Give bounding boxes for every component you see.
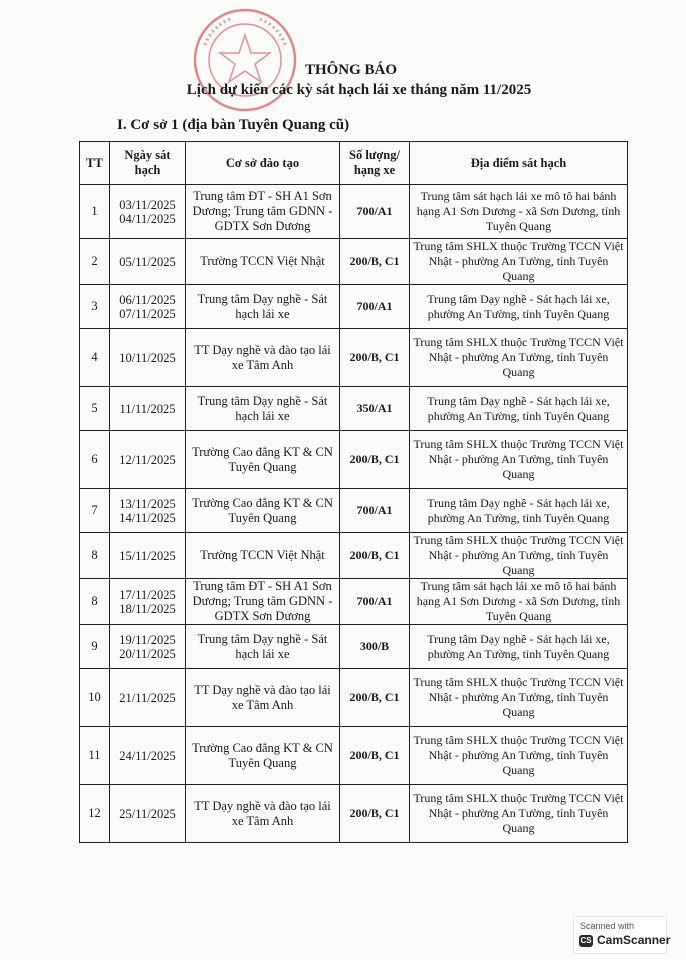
exam-date-cell — [110, 533, 186, 579]
training-school: Trường Cao đẳng KT & CN Tuyên Quang — [186, 489, 340, 533]
training-school: Trường TCCN Việt Nhật — [186, 239, 340, 285]
exam-location: Trung tâm SHLX thuộc Trường TCCN Việt Nhật - phường An Tường, tỉnh Tuyên Quang — [410, 669, 628, 727]
table-row — [80, 285, 628, 329]
column-header-quantity: Số lượng/ hạng xe — [340, 142, 410, 185]
row-number: 9 — [80, 625, 110, 669]
quantity-class: 200/B, C1 — [340, 727, 410, 785]
exam-schedule-table — [79, 141, 628, 843]
scanned-with-label: Scanned with — [580, 921, 635, 931]
table-row — [80, 329, 628, 387]
quantity-class: 200/B, C1 — [340, 431, 410, 489]
training-school: Trung tâm ĐT - SH A1 Sơn Dương; Trung tâm GDNN - GDTX Sơn Dương — [186, 579, 340, 625]
exam-date-cell — [110, 669, 186, 727]
table-row — [80, 239, 628, 285]
exam-date-cell — [110, 785, 186, 843]
exam-date: 10/11/2025 — [119, 350, 176, 365]
exam-date: 03/11/2025 — [119, 197, 176, 212]
exam-location: Trung tâm sát hạch lái xe mô tô hai bánh hạng A1 Sơn Dương - xã Sơn Dương, tỉnh Tuyên Quang — [410, 579, 628, 625]
camscanner-watermark — [573, 916, 671, 954]
exam-date: 21/11/2025 — [119, 690, 176, 705]
row-number: 6 — [80, 431, 110, 489]
row-number: 7 — [80, 489, 110, 533]
exam-date-cell — [110, 285, 186, 329]
exam-date: 19/11/2025 — [119, 632, 176, 647]
exam-location: Trung tâm Dạy nghề - Sát hạch lái xe, phường An Tường, tỉnh Tuyên Quang — [410, 387, 628, 431]
exam-date: 12/11/2025 — [119, 452, 176, 467]
quantity-class: 200/B, C1 — [340, 533, 410, 579]
exam-date-cell — [110, 239, 186, 285]
exam-date-cell — [110, 727, 186, 785]
row-number: 10 — [80, 669, 110, 727]
exam-date: 24/11/2025 — [119, 748, 176, 763]
row-number: 4 — [80, 329, 110, 387]
quantity-class: 200/B, C1 — [340, 669, 410, 727]
exam-date: 05/11/2025 — [119, 254, 176, 269]
table-row — [80, 579, 628, 625]
training-school: Trường Cao đẳng KT & CN Tuyên Quang — [186, 727, 340, 785]
table-row — [80, 625, 628, 669]
exam-date-cell — [110, 329, 186, 387]
exam-date-cell — [110, 489, 186, 533]
exam-date: 04/11/2025 — [119, 211, 176, 226]
document-subtitle: Lịch dự kiến các kỳ sát hạch lái xe tháng năm 11/2025 — [186, 82, 532, 98]
camscanner-logo-icon: CS — [580, 936, 592, 945]
quantity-class: 700/A1 — [340, 185, 410, 239]
row-number: 11 — [80, 727, 110, 785]
training-school: TT Dạy nghề và đào tạo lái xe Tâm Anh — [186, 669, 340, 727]
exam-date-cell — [110, 431, 186, 489]
quantity-class: 700/A1 — [340, 489, 410, 533]
column-header-location: Địa điểm sát hạch — [410, 142, 628, 185]
row-number: 8 — [80, 533, 110, 579]
quantity-class: 200/B, C1 — [340, 329, 410, 387]
training-school: Trung tâm Dạy nghề - Sát hạch lái xe — [186, 625, 340, 669]
exam-location: Trung tâm Dạy nghề - Sát hạch lái xe, phường An Tường, tỉnh Tuyên Quang — [410, 489, 628, 533]
exam-date-cell — [110, 625, 186, 669]
exam-date: 15/11/2025 — [119, 548, 176, 563]
training-school: Trung tâm Dạy nghề - Sát hạch lái xe — [186, 285, 340, 329]
exam-location: Trung tâm Dạy nghề - Sát hạch lái xe, phường An Tường, tỉnh Tuyên Quang — [410, 285, 628, 329]
exam-date: 06/11/2025 — [119, 292, 176, 307]
training-school: Trường Cao đẳng KT & CN Tuyên Quang — [186, 431, 340, 489]
row-number: 12 — [80, 785, 110, 843]
quantity-class: 700/A1 — [340, 285, 410, 329]
exam-date-cell — [110, 579, 186, 625]
exam-location: Trung tâm SHLX thuộc Trường TCCN Việt Nhật - phường An Tường, tỉnh Tuyên Quang — [410, 431, 628, 489]
training-school: Trung tâm ĐT - SH A1 Sơn Dương; Trung tâm GDNN - GDTX Sơn Dương — [186, 185, 340, 239]
exam-location: Trung tâm Dạy nghề - Sát hạch lái xe, phường An Tường, tỉnh Tuyên Quang — [410, 625, 628, 669]
exam-location: Trung tâm SHLX thuộc Trường TCCN Việt Nhật - phường An Tường, tỉnh Tuyên Quang — [410, 727, 628, 785]
exam-date: 17/11/2025 — [119, 587, 176, 602]
table-row — [80, 387, 628, 431]
quantity-class: 300/B — [340, 625, 410, 669]
column-header-date: Ngày sát hạch — [110, 142, 186, 185]
column-header-tt: TT — [80, 142, 110, 185]
training-school: TT Dạy nghề và đào tạo lái xe Tâm Anh — [186, 329, 340, 387]
table-row — [80, 489, 628, 533]
column-header-school: Cơ sở đào tạo — [186, 142, 340, 185]
exam-date: 18/11/2025 — [119, 601, 176, 616]
row-number: 5 — [80, 387, 110, 431]
exam-date: 11/11/2025 — [119, 401, 176, 416]
table-row — [80, 727, 628, 785]
quantity-class: 200/B, C1 — [340, 239, 410, 285]
exam-location: Trung tâm SHLX thuộc Trường TCCN Việt Nhật - phường An Tường, tỉnh Tuyên Quang — [410, 533, 628, 579]
exam-location: Trung tâm SHLX thuộc Trường TCCN Việt Nhật - phường An Tường, tỉnh Tuyên Quang — [410, 329, 628, 387]
quantity-class: 700/A1 — [340, 579, 410, 625]
table-row — [80, 785, 628, 843]
exam-date-cell — [110, 387, 186, 431]
exam-date: 20/11/2025 — [119, 646, 176, 661]
row-number: 3 — [80, 285, 110, 329]
exam-date: 14/11/2025 — [119, 510, 176, 525]
table-row — [80, 533, 628, 579]
section-heading: I. Cơ sở 1 (địa bàn Tuyên Quang cũ) — [117, 117, 350, 133]
row-number: 8 — [80, 579, 110, 625]
table-header-row — [80, 142, 628, 185]
document-title: THÔNG BÁO — [304, 62, 398, 78]
row-number: 2 — [80, 239, 110, 285]
exam-location: Trung tâm SHLX thuộc Trường TCCN Việt Nhật - phường An Tường, tỉnh Tuyên Quang — [410, 239, 628, 285]
exam-location: Trung tâm sát hạch lái xe mô tô hai bánh hạng A1 Sơn Dương - xã Sơn Dương, tỉnh Tuyên Quang — [410, 185, 628, 239]
training-school: TT Dạy nghề và đào tạo lái xe Tâm Anh — [186, 785, 340, 843]
quantity-class: 200/B, C1 — [340, 785, 410, 843]
quantity-class: 350/A1 — [340, 387, 410, 431]
exam-date: 25/11/2025 — [119, 806, 176, 821]
row-number: 1 — [80, 185, 110, 239]
exam-date: 13/11/2025 — [119, 496, 176, 511]
table-row — [80, 669, 628, 727]
exam-location: Trung tâm SHLX thuộc Trường TCCN Việt Nhật - phường An Tường, tỉnh Tuyên Quang — [410, 785, 628, 843]
camscanner-brand: CamScanner — [597, 933, 671, 947]
table-row — [80, 431, 628, 489]
exam-date-cell — [110, 185, 186, 239]
training-school: Trung tâm Dạy nghề - Sát hạch lái xe — [186, 387, 340, 431]
table-row — [80, 185, 628, 239]
training-school: Trường TCCN Việt Nhật — [186, 533, 340, 579]
exam-date: 07/11/2025 — [119, 306, 176, 321]
